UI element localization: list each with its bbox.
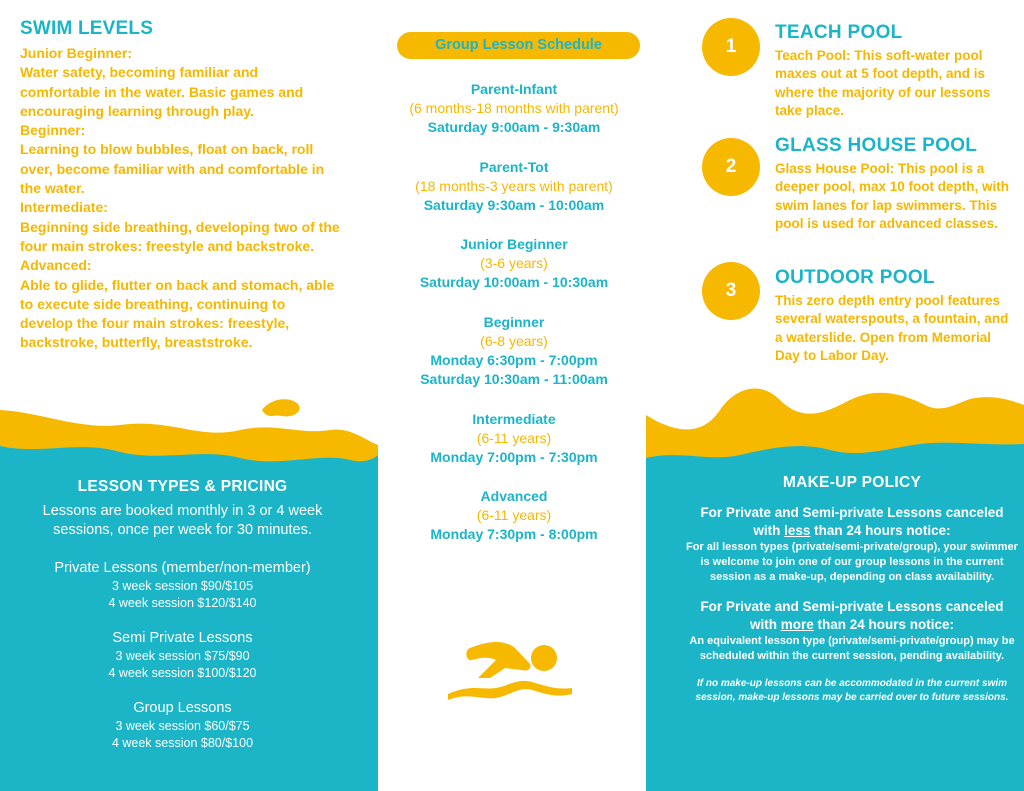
session-name: Intermediate [472, 410, 556, 427]
session-age: (6-11 years) [476, 507, 552, 523]
level-name: Intermediate: [20, 199, 108, 216]
case-title-text: For Private and Semi-private Lessons canceled with [700, 599, 1004, 632]
session-age: (6 months-18 months with parent) [409, 100, 619, 116]
makeup-case-body: For all lesson types (private/semi-private/group), your swimmer is welcome to join one of our group lessons in the current session as a make-up, depending on class availability. [686, 541, 1018, 583]
level-advanced [20, 256, 340, 352]
session-time: Monday 6:30pm - 7:00pm [430, 351, 598, 368]
pool-number-badge: 1 [702, 18, 760, 76]
session-age: (6-8 years) [480, 332, 548, 349]
makeup-title: MAKE-UP POLICY [782, 474, 922, 491]
session-age: (6-11 years) [476, 429, 552, 446]
session-junior-beginner [383, 234, 645, 293]
level-desc: Able to glide, flutter on back and stomach, able to execute side breathing, continuing to develop the four main strokes: freestyle, backstroke, butterfly, breaststroke. [20, 276, 335, 351]
session-advanced [383, 486, 645, 545]
makeup-case-title [686, 504, 1018, 540]
pool-desc: This zero depth entry pool features several waterspouts, a fountain, and a waterslide. Open from Memorial Day to Labor Day. [775, 293, 1009, 363]
pool-teach [775, 22, 1015, 120]
pricing-line: 4 week session $80/$100 [111, 736, 254, 750]
session-name: Parent-Tot [479, 158, 549, 175]
case-title-emphasis: less [784, 523, 811, 538]
session-name: Parent-Infant [470, 81, 558, 97]
makeup-case-body: An equivalent lesson type (private/semi-private/group) may be scheduled within the current session, pending availability. [689, 635, 1015, 662]
pricing-group-title: Semi Private Lessons [112, 630, 253, 646]
session-parent-tot [383, 157, 645, 216]
pool-title: OUTDOOR POOL [775, 267, 935, 288]
level-beginner [20, 121, 340, 198]
swim-levels-title: SWIM LEVELS [20, 18, 154, 39]
pool-outdoor [775, 267, 1015, 365]
level-name: Advanced: [20, 257, 92, 274]
session-intermediate [383, 409, 645, 468]
pricing-line: 4 week session $100/$120 [108, 666, 257, 680]
case-title-text: than 24 hours notice: [810, 523, 951, 538]
pool-title: GLASS HOUSE POOL [775, 135, 978, 156]
level-name: Junior Beginner: [20, 45, 133, 61]
level-desc: Water safety, becoming familiar and comfortable in the water. Basic games and encouraging learning through play. [20, 64, 304, 119]
session-name: Beginner [483, 313, 545, 330]
pool-desc: Teach Pool: This soft-water pool maxes out at 5 foot depth, and is where the majority of our lessons take place. [775, 48, 991, 118]
session-parent-infant [383, 79, 645, 138]
session-beginner [383, 312, 645, 390]
swim-levels-section [20, 18, 340, 353]
makeup-note: If no make-up lessons can be accommodated in the current swim session, make-up lessons may be carried over to future sessions. [695, 678, 1009, 703]
pool-number-badge: 2 [702, 138, 760, 196]
session-time: Saturday 9:00am - 9:30am [427, 119, 601, 135]
pool-number-badge: 3 [702, 262, 760, 320]
makeup-policy-section [686, 474, 1018, 705]
session-time: Saturday 9:30am - 10:00am [423, 196, 605, 213]
pricing-group-group [20, 699, 345, 752]
pool-glass-house [775, 135, 1015, 233]
pool-desc: Glass House Pool: This pool is a deeper pool, max 10 foot depth, with swim lanes for lap swimmers. This pool is used for advanced classes. [775, 161, 1010, 231]
session-time: Saturday 10:00am - 10:30am [419, 274, 609, 290]
pricing-group-title: Group Lessons [133, 700, 232, 716]
pricing-intro: Lessons are booked monthly in 3 or 4 week sessions, once per week for 30 minutes. [42, 503, 323, 538]
pool-title: TEACH POOL [775, 22, 903, 43]
pricing-line: 3 week session $75/$90 [115, 649, 250, 663]
schedule-section [383, 79, 645, 564]
left-splash [262, 399, 300, 416]
pricing-group-semi-private [20, 629, 345, 682]
session-name: Junior Beginner [460, 236, 568, 252]
pricing-title: LESSON TYPES & PRICING [77, 478, 288, 495]
pricing-line: 3 week session $90/$105 [111, 579, 254, 593]
session-age: (3-6 years) [480, 255, 548, 271]
session-time: Saturday 10:30am - 11:00am [420, 371, 608, 387]
makeup-case-title [686, 598, 1018, 634]
pricing-section [20, 478, 345, 769]
case-title-text: For Private and Semi-private Lessons canceled with [700, 505, 1004, 538]
session-name: Advanced [480, 488, 548, 504]
case-title-emphasis: more [780, 617, 814, 632]
pricing-line: 4 week session $120/$140 [108, 596, 257, 610]
pricing-line: 3 week session $60/$75 [115, 719, 250, 733]
level-name: Beginner: [20, 122, 86, 139]
level-desc: Beginning side breathing, developing two of the four main strokes: freestyle and backstroke. [20, 218, 340, 254]
pricing-group-private [20, 559, 345, 612]
case-title-text: than 24 hours notice: [813, 617, 955, 632]
pricing-group-title: Private Lessons (member/non-member) [54, 560, 311, 576]
session-time: Monday 7:00pm - 7:30pm [430, 448, 598, 465]
schedule-title-pill: Group Lesson Schedule [397, 32, 640, 59]
level-junior-beginner [20, 44, 340, 121]
level-intermediate [20, 198, 340, 256]
session-age: (18 months-3 years with parent) [415, 177, 613, 194]
level-desc: Learning to blow bubbles, float on back, roll over, become familiar with and comfortable in the water. [20, 141, 325, 197]
session-time: Monday 7:30pm - 8:00pm [430, 526, 598, 542]
